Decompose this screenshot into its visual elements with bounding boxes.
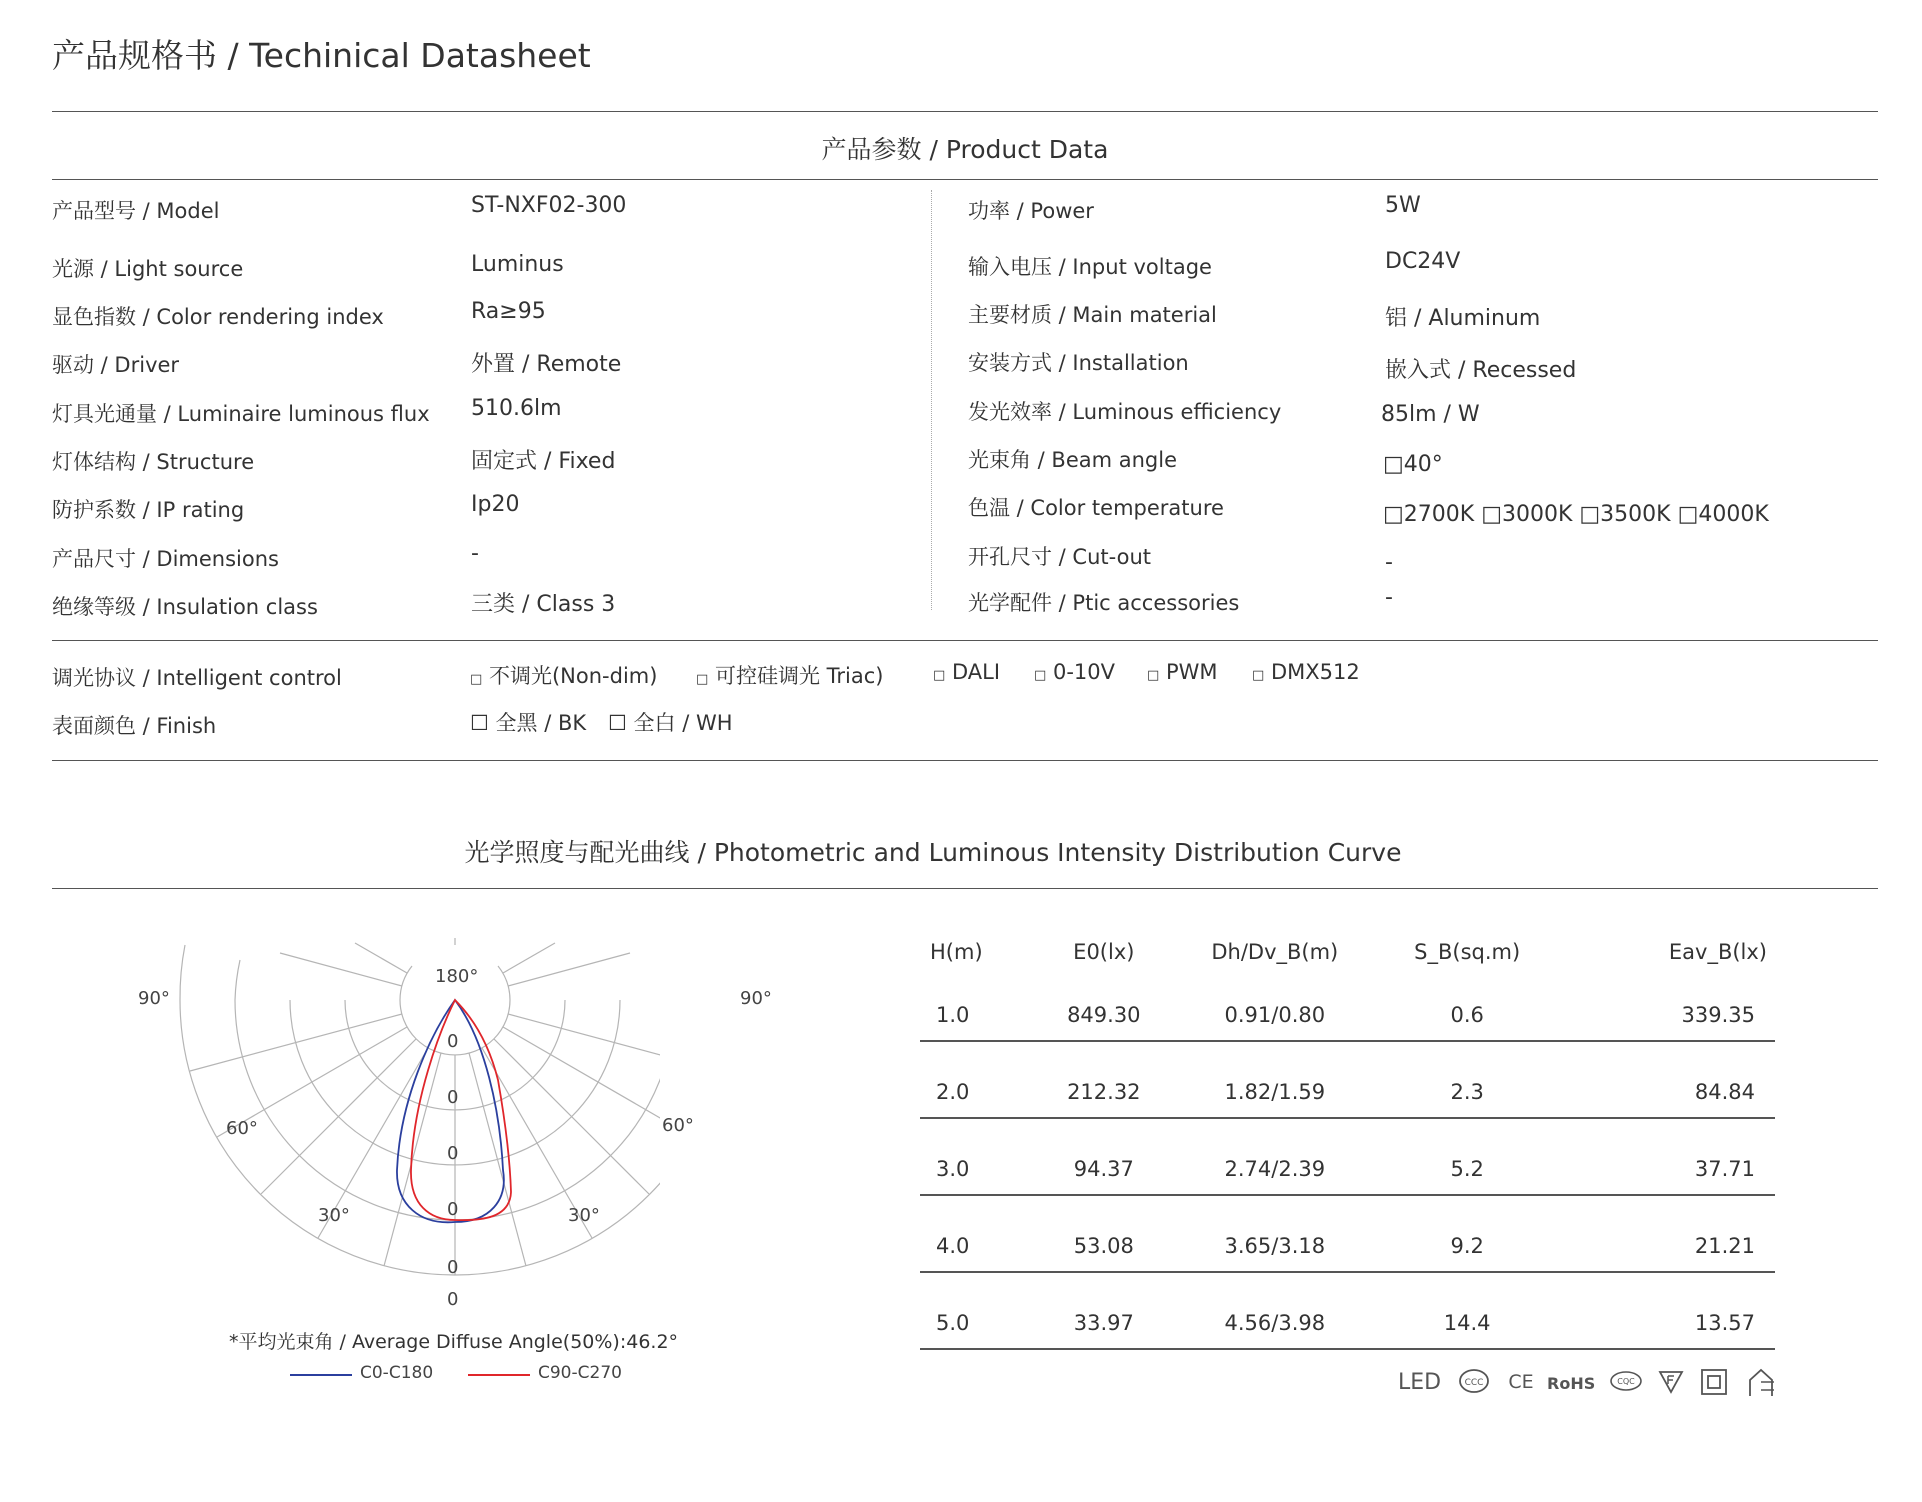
- column-header: Dh/Dv_B(m): [1211, 940, 1339, 964]
- control-option-triac[interactable]: □ 可控硅调光 Triac): [696, 664, 884, 688]
- spec-label-optical-accessories: 光学配件 / Ptic accessories: [968, 591, 1240, 615]
- angle-label-30-left: 30°: [318, 1205, 350, 1226]
- page-title: 产品规格书 / Techinical Datasheet: [52, 36, 591, 75]
- spec-label-color-temperature: 色温 / Color temperature: [968, 496, 1224, 520]
- radial-label: 0: [447, 1143, 459, 1164]
- table-cell: 0.6: [1373, 979, 1561, 1041]
- radial-label: 0: [447, 1257, 459, 1278]
- spec-label-luminous-efficiency: 发光效率 / Luminous efficiency: [968, 400, 1282, 424]
- table-cell: 1.82/1.59: [1176, 1056, 1373, 1118]
- table-cell: 53.08: [1031, 1210, 1176, 1272]
- spec-label-ip-rating: 防护系数 / IP rating: [52, 498, 245, 522]
- led-mark: LED: [1398, 1370, 1442, 1395]
- table-cell: 94.37: [1031, 1133, 1176, 1195]
- control-option-dmx512[interactable]: □ DMX512: [1252, 660, 1360, 684]
- finish-label: 表面颜色 / Finish: [52, 714, 217, 738]
- table-row: [920, 1056, 1775, 1118]
- spec-label-beam-angle: 光束角 / Beam angle: [968, 448, 1178, 472]
- table-cell: 84.84: [1561, 1056, 1775, 1118]
- spec-value-light-source: Luminus: [471, 252, 564, 277]
- control-label: 调光协议 / Intelligent control: [52, 666, 342, 690]
- control-option-dali[interactable]: □ DALI: [933, 660, 1001, 684]
- spec-value-cri: Ra≥95: [471, 299, 546, 324]
- table-row: [920, 1287, 1775, 1349]
- angle-label-60-right: 60°: [662, 1115, 694, 1136]
- table-cell: 2.74/2.39: [1176, 1133, 1373, 1195]
- divider: [52, 760, 1878, 761]
- average-diffuse-angle-caption: *平均光束角 / Average Diffuse Angle(50%):46.2°: [229, 1331, 679, 1353]
- spec-value-cut-out: -: [1385, 550, 1393, 575]
- radial-label: 0: [447, 1289, 459, 1310]
- photometric-heading: 光学照度与配光曲线 / Photometric and Luminous Intensity Distribution Curve: [464, 838, 1402, 867]
- angle-label-90-right: 90°: [740, 988, 772, 1009]
- spec-value-insulation-class: 三类 / Class 3: [471, 592, 616, 617]
- angle-label-30-right: 30°: [568, 1205, 600, 1226]
- radial-label: 0: [447, 1199, 459, 1220]
- spec-value-model: ST-NXF02-300: [471, 193, 627, 218]
- table-cell: 2.3: [1373, 1056, 1561, 1118]
- table-cell: 212.32: [1031, 1056, 1176, 1118]
- spec-value-main-material: 铝 / Aluminum: [1385, 306, 1541, 331]
- table-cell: 3.0: [920, 1133, 1031, 1195]
- class-ii-double-square-icon: [1700, 1368, 1728, 1396]
- illuminance-table: [920, 925, 1775, 1350]
- table-cell: 4.0: [920, 1210, 1031, 1272]
- spec-value-beam-angle: □40°: [1383, 452, 1443, 477]
- table-cell: 849.30: [1031, 979, 1176, 1041]
- table-cell: 5.0: [920, 1287, 1031, 1349]
- spec-label-installation: 安装方式 / Installation: [968, 351, 1189, 375]
- cqc-certification-icon: [1609, 1368, 1643, 1394]
- table-cell: 5.2: [1373, 1133, 1561, 1195]
- spec-label-insulation-class: 绝缘等级 / Insulation class: [52, 595, 318, 619]
- product-data-heading: 产品参数 / Product Data: [821, 135, 1109, 164]
- spec-label-input-voltage: 输入电压 / Input voltage: [968, 255, 1212, 279]
- table-row: [920, 1210, 1775, 1272]
- column-header: E0(lx): [1073, 940, 1135, 964]
- spec-value-ip-rating: Ip20: [471, 492, 520, 517]
- ce-certification-icon: [1505, 1368, 1537, 1394]
- spec-label-power: 功率 / Power: [968, 199, 1094, 223]
- table-cell: 3.65/3.18: [1176, 1210, 1373, 1272]
- legend-label-c90-c270: C90-C270: [538, 1363, 622, 1383]
- table-cell: 2.0: [920, 1056, 1031, 1118]
- spec-value-dimensions: -: [471, 541, 479, 566]
- spec-label-main-material: 主要材质 / Main material: [968, 303, 1217, 327]
- control-option-0-10v[interactable]: □ 0-10V: [1034, 660, 1116, 684]
- column-header: Eav_B(lx): [1668, 940, 1767, 964]
- spec-label-cut-out: 开孔尺寸 / Cut-out: [968, 545, 1151, 569]
- spec-value-color-temperature: □2700K □3000K □3500K □4000K: [1383, 502, 1769, 527]
- table-cell: 339.35: [1561, 979, 1775, 1041]
- svg-text:CQC: CQC: [1617, 1377, 1635, 1386]
- polar-distribution-diagram: [100, 930, 660, 1330]
- spec-label-model: 产品型号 / Model: [52, 199, 220, 223]
- radial-label: 0: [447, 1031, 459, 1052]
- table-cell: 0.91/0.80: [1176, 979, 1373, 1041]
- table-cell: 33.97: [1031, 1287, 1176, 1349]
- spec-value-installation: 嵌入式 / Recessed: [1385, 358, 1577, 383]
- ccc-certification-icon: [1458, 1368, 1490, 1394]
- spec-value-input-voltage: DC24V: [1385, 249, 1461, 274]
- spec-value-luminous-efficiency: 85lm / W: [1381, 402, 1480, 427]
- svg-text:CE: CE: [1508, 1371, 1534, 1393]
- table-cell: 14.4: [1373, 1287, 1561, 1349]
- table-cell: 9.2: [1373, 1210, 1561, 1272]
- angle-label-180: 180°: [435, 966, 479, 987]
- f-mark-triangle-icon: [1657, 1368, 1685, 1396]
- legend-label-c0-c180: C0-C180: [360, 1363, 434, 1383]
- divider: [52, 888, 1878, 889]
- table-header-row: [920, 925, 1775, 979]
- angle-label-60-left: 60°: [226, 1118, 258, 1139]
- angle-label-90-left: 90°: [138, 988, 170, 1009]
- rohs-mark: RoHS: [1547, 1374, 1596, 1393]
- spec-label-structure: 灯体结构 / Structure: [52, 450, 255, 474]
- table-cell: 21.21: [1561, 1210, 1775, 1272]
- spec-value-optical-accessories: -: [1385, 585, 1393, 610]
- finish-option-black[interactable]: ☐ 全黑 / BK: [470, 711, 587, 735]
- column-divider: [931, 190, 932, 610]
- legend-swatch-c0-c180: [290, 1374, 352, 1376]
- spec-label-cri: 显色指数 / Color rendering index: [52, 305, 384, 329]
- radial-label: 0: [447, 1087, 459, 1108]
- svg-text:CCC: CCC: [1464, 1378, 1484, 1388]
- recessed-mounting-icon: [1746, 1368, 1776, 1398]
- table-row: [920, 979, 1775, 1041]
- spec-value-driver: 外置 / Remote: [471, 352, 622, 377]
- spec-value-structure: 固定式 / Fixed: [471, 449, 616, 474]
- spec-value-luminous-flux: 510.6lm: [471, 396, 562, 421]
- spec-label-dimensions: 产品尺寸 / Dimensions: [52, 547, 279, 571]
- table-cell: 37.71: [1561, 1133, 1775, 1195]
- table-row: [920, 1133, 1775, 1195]
- table-cell: 13.57: [1561, 1287, 1775, 1349]
- spec-label-driver: 驱动 / Driver: [52, 353, 180, 377]
- column-header: H(m): [930, 940, 983, 964]
- control-option-non-dim[interactable]: □ 不调光(Non-dim): [470, 664, 658, 688]
- divider: [52, 111, 1878, 112]
- control-option-pwm[interactable]: □ PWM: [1147, 660, 1218, 684]
- spec-label-light-source: 光源 / Light source: [52, 257, 244, 281]
- table-cell: 1.0: [920, 979, 1031, 1041]
- legend-swatch-c90-c270: [468, 1374, 530, 1376]
- spec-label-luminous-flux: 灯具光通量 / Luminaire luminous flux: [52, 402, 430, 426]
- divider: [52, 640, 1878, 641]
- divider: [52, 179, 1878, 180]
- spec-value-power: 5W: [1385, 193, 1421, 218]
- column-header: S_B(sq.m): [1414, 940, 1521, 964]
- finish-option-white[interactable]: ☐ 全白 / WH: [608, 711, 733, 735]
- table-cell: 4.56/3.98: [1176, 1287, 1373, 1349]
